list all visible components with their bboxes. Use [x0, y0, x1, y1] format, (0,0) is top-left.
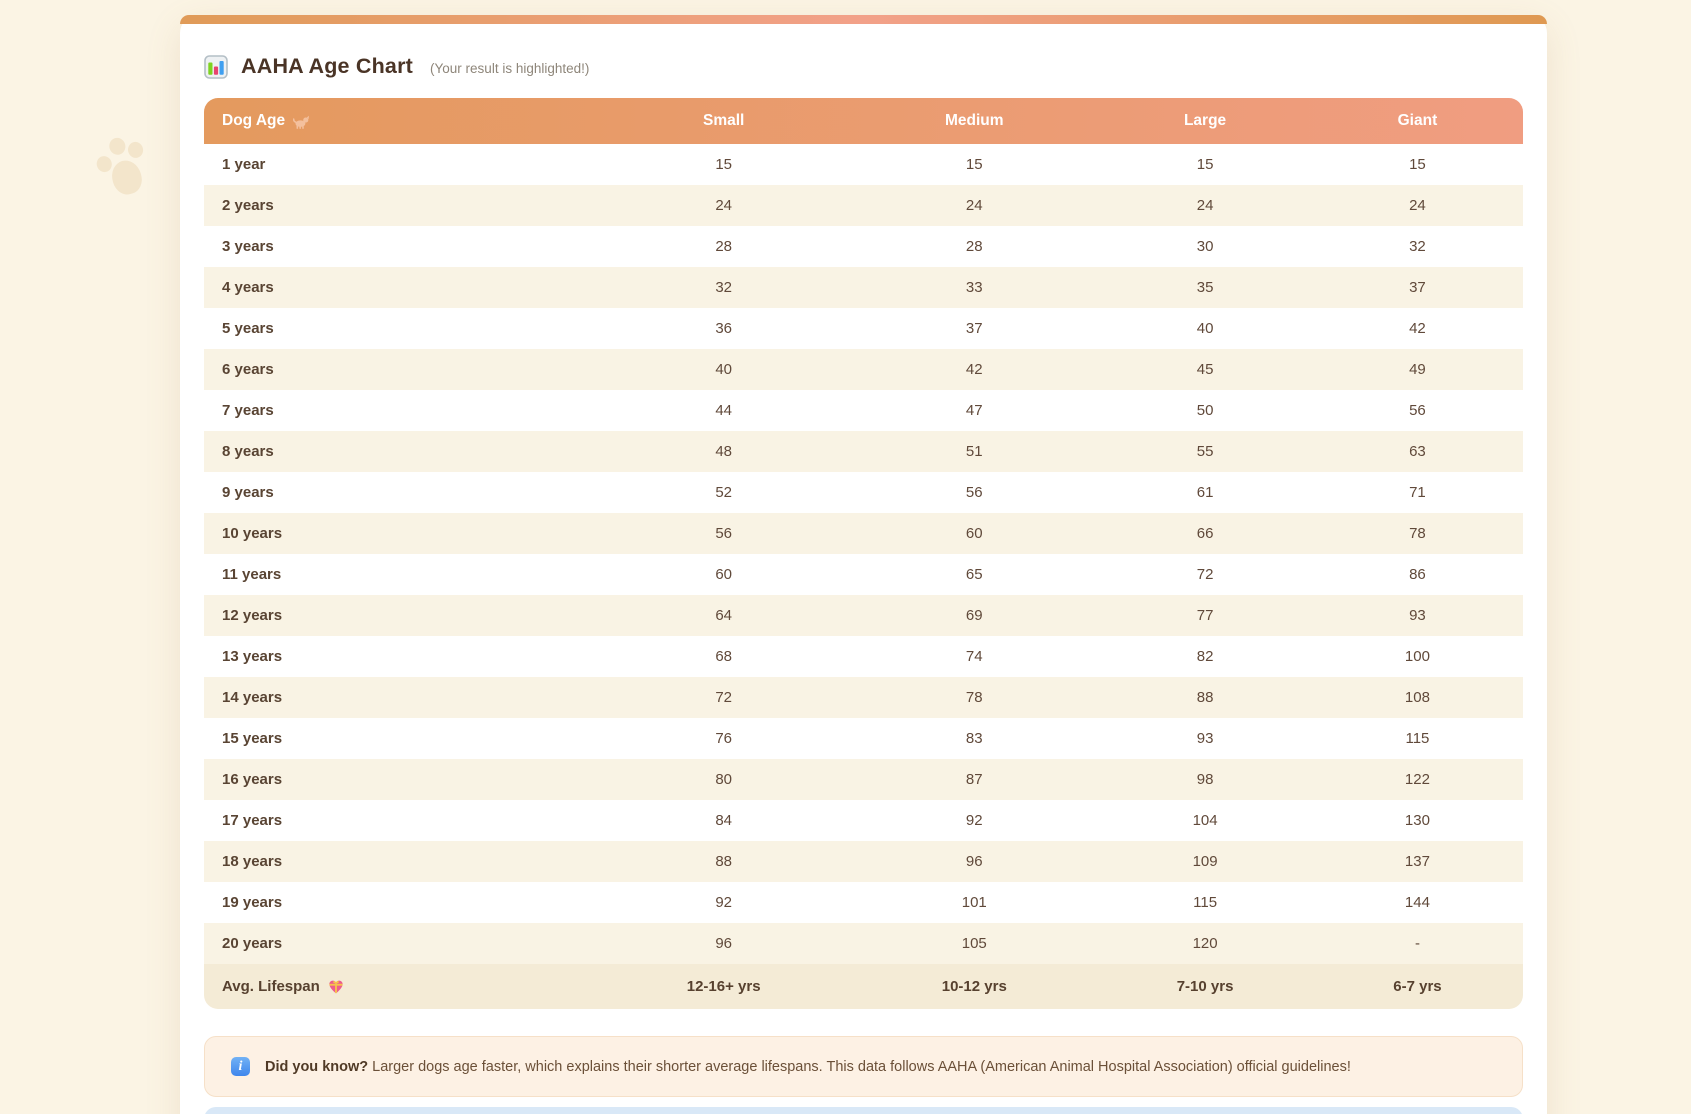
cell-dog-age: 19 years [222, 894, 283, 911]
cell-dog-age: 20 years [222, 935, 283, 952]
cell-dog-age: 18 years [222, 853, 283, 870]
cell-small-value: 28 [715, 238, 732, 255]
cell-medium-value: 87 [965, 771, 983, 788]
cell-dog-age: 16 years [222, 771, 283, 788]
cell-small-value: 88 [715, 853, 732, 870]
cell-medium-value: 56 [965, 484, 983, 501]
cell-giant-value: 71 [1409, 484, 1426, 501]
cell-large-value: 109 [1192, 853, 1218, 870]
cell-giant-value: 49 [1409, 361, 1426, 378]
cell-medium-value: 42 [965, 361, 983, 378]
cell-giant-value: 115 [1405, 730, 1430, 747]
cell-small-value: 48 [715, 443, 732, 460]
cell-small-value: 40 [715, 361, 732, 378]
cell-giant-value: 78 [1409, 525, 1426, 542]
column-header-medium: Medium [944, 112, 1004, 129]
avg-lifespan-text: Avg. Lifespan [222, 978, 320, 995]
cell-medium-value: 78 [965, 689, 983, 706]
cell-small-value: 64 [715, 607, 732, 624]
table-row [204, 226, 1523, 267]
cell-medium-value: 74 [965, 648, 983, 665]
cell-large-value: 77 [1196, 607, 1214, 624]
avg-lifespan-small: 12-16+ yrs [686, 978, 761, 995]
cell-giant-value: 42 [1409, 320, 1426, 337]
cell-giant-value: 137 [1404, 853, 1430, 870]
cell-large-value: 93 [1196, 730, 1214, 747]
cell-small-value: 72 [715, 689, 732, 706]
cell-large-value: 24 [1196, 197, 1214, 214]
cell-small-value: 56 [715, 525, 732, 542]
cell-medium-value: 24 [965, 197, 983, 214]
avg-lifespan-large: 7-10 yrs [1176, 978, 1234, 995]
cell-dog-age: 17 years [222, 812, 283, 829]
cell-small-value: 36 [715, 320, 732, 337]
card-top-accent-bar [180, 15, 1547, 24]
cell-dog-age: 2 years [222, 197, 274, 214]
cell-giant-value: 100 [1404, 648, 1430, 665]
cell-medium-value: 105 [961, 935, 987, 952]
cell-dog-age: 7 years [222, 402, 274, 419]
dog-icon [293, 113, 310, 130]
cell-giant-value: 86 [1409, 566, 1426, 583]
cell-giant-value: 93 [1409, 607, 1426, 624]
cell-large-value: 30 [1196, 238, 1214, 255]
cell-giant-value: 37 [1409, 279, 1426, 296]
cell-medium-value: 69 [965, 607, 983, 624]
cell-dog-age: 15 years [222, 730, 283, 747]
cell-medium-value: 47 [965, 402, 983, 419]
cell-small-value: 68 [715, 648, 732, 665]
age-table [204, 98, 1523, 1009]
cell-large-value: 115 [1193, 894, 1218, 911]
table-row [204, 390, 1523, 431]
table-row [204, 431, 1523, 472]
cell-giant-value: 24 [1409, 197, 1426, 214]
avg-lifespan-label [204, 978, 597, 995]
cell-giant-value: - [1414, 935, 1420, 952]
cell-small-value: 96 [715, 935, 732, 952]
cell-giant-value: 32 [1409, 238, 1426, 255]
cell-medium-value: 37 [965, 320, 983, 337]
cell-small-value: 52 [715, 484, 732, 501]
cell-giant-value: 63 [1409, 443, 1426, 460]
age-chart-card [180, 15, 1547, 1114]
cell-medium-value: 83 [965, 730, 983, 747]
cell-large-value: 40 [1196, 320, 1214, 337]
cell-large-value: 35 [1196, 279, 1214, 296]
cell-small-value: 92 [715, 894, 732, 911]
cell-large-value: 50 [1196, 402, 1214, 419]
cell-dog-age: 12 years [222, 607, 283, 624]
cell-medium-value: 92 [965, 812, 983, 829]
cell-dog-age: 13 years [222, 648, 283, 665]
cell-giant-value: 144 [1404, 894, 1430, 911]
cell-dog-age: 6 years [222, 361, 274, 378]
table-row [204, 882, 1523, 923]
cell-medium-value: 60 [965, 525, 983, 542]
cell-dog-age: 4 years [222, 279, 274, 296]
cell-large-value: 82 [1196, 648, 1214, 665]
table-row [204, 800, 1523, 841]
avg-lifespan-medium: 10-12 yrs [941, 978, 1007, 995]
table-row [204, 677, 1523, 718]
table-row [204, 718, 1523, 759]
table-row [204, 636, 1523, 677]
cell-medium-value: 51 [965, 443, 983, 460]
table-row [204, 185, 1523, 226]
did-you-know-box [204, 1036, 1523, 1097]
dog-age-header-label: Dog Age [222, 112, 286, 129]
cell-large-value: 98 [1196, 771, 1214, 788]
table-row [204, 595, 1523, 636]
table-row [204, 349, 1523, 390]
table-row [204, 267, 1523, 308]
table-footer-row [204, 964, 1523, 1009]
table-header-row [204, 98, 1523, 144]
table-row [204, 308, 1523, 349]
cell-small-value: 76 [715, 730, 732, 747]
cell-large-value: 66 [1196, 525, 1214, 542]
column-header-dog-age [204, 112, 597, 130]
avg-lifespan-giant: 6-7 yrs [1393, 978, 1442, 995]
cell-large-value: 72 [1196, 566, 1214, 583]
cell-dog-age: 11 years [222, 566, 282, 583]
cell-small-value: 44 [715, 402, 732, 419]
column-header-giant: Giant [1397, 112, 1438, 129]
cell-large-value: 45 [1196, 361, 1214, 378]
table-row [204, 144, 1523, 185]
cell-large-value: 15 [1196, 156, 1214, 173]
cell-small-value: 24 [715, 197, 732, 214]
cell-dog-age: 1 year [222, 156, 266, 173]
table-row [204, 923, 1523, 964]
cell-large-value: 55 [1196, 443, 1214, 460]
cell-giant-value: 130 [1404, 812, 1430, 829]
table-body [204, 144, 1523, 964]
table-row [204, 513, 1523, 554]
cell-giant-value: 122 [1404, 771, 1430, 788]
did-you-know-text: Did you know? Larger dogs age faster, which explains their shorter average lifespans. This data follows AAHA (American Animal Hospital Association) official guidelines! [265, 1058, 1351, 1075]
cell-dog-age: 9 years [222, 484, 274, 501]
page-subtitle: (Your result is highlighted!) [430, 60, 590, 76]
paw-print-decoration [91, 130, 156, 201]
cell-large-value: 104 [1192, 812, 1218, 829]
cell-large-value: 120 [1192, 935, 1218, 952]
cell-small-value: 32 [715, 279, 732, 296]
cell-dog-age: 5 years [222, 320, 274, 337]
bar-chart-icon [204, 55, 228, 79]
table-row [204, 554, 1523, 595]
cell-giant-value: 15 [1409, 156, 1426, 173]
cell-medium-value: 96 [965, 853, 983, 870]
cell-dog-age: 14 years [222, 689, 283, 706]
cell-small-value: 80 [715, 771, 732, 788]
info-icon: i [231, 1057, 250, 1076]
cell-dog-age: 10 years [222, 525, 283, 542]
cell-giant-value: 56 [1409, 402, 1426, 419]
cell-medium-value: 28 [965, 238, 983, 255]
table-row [204, 472, 1523, 513]
cell-dog-age: 8 years [222, 443, 274, 460]
cell-medium-value: 65 [965, 566, 983, 583]
page-title: AAHA Age Chart [241, 54, 414, 78]
table-row [204, 841, 1523, 882]
cell-large-value: 88 [1196, 689, 1214, 706]
table-row [204, 759, 1523, 800]
column-header-small: Small [702, 112, 745, 129]
next-section-partial [204, 1107, 1523, 1114]
cell-giant-value: 108 [1404, 689, 1430, 706]
cell-small-value: 60 [715, 566, 732, 583]
cell-small-value: 84 [715, 812, 732, 829]
cell-small-value: 15 [715, 156, 732, 173]
cell-large-value: 61 [1196, 484, 1214, 501]
heart-ribbon-icon [328, 979, 344, 995]
cell-medium-value: 15 [965, 156, 983, 173]
card-header [204, 51, 1523, 82]
cell-medium-value: 101 [961, 894, 987, 911]
cell-dog-age: 3 years [222, 238, 274, 255]
cell-medium-value: 33 [965, 279, 983, 296]
column-header-large: Large [1183, 112, 1227, 129]
